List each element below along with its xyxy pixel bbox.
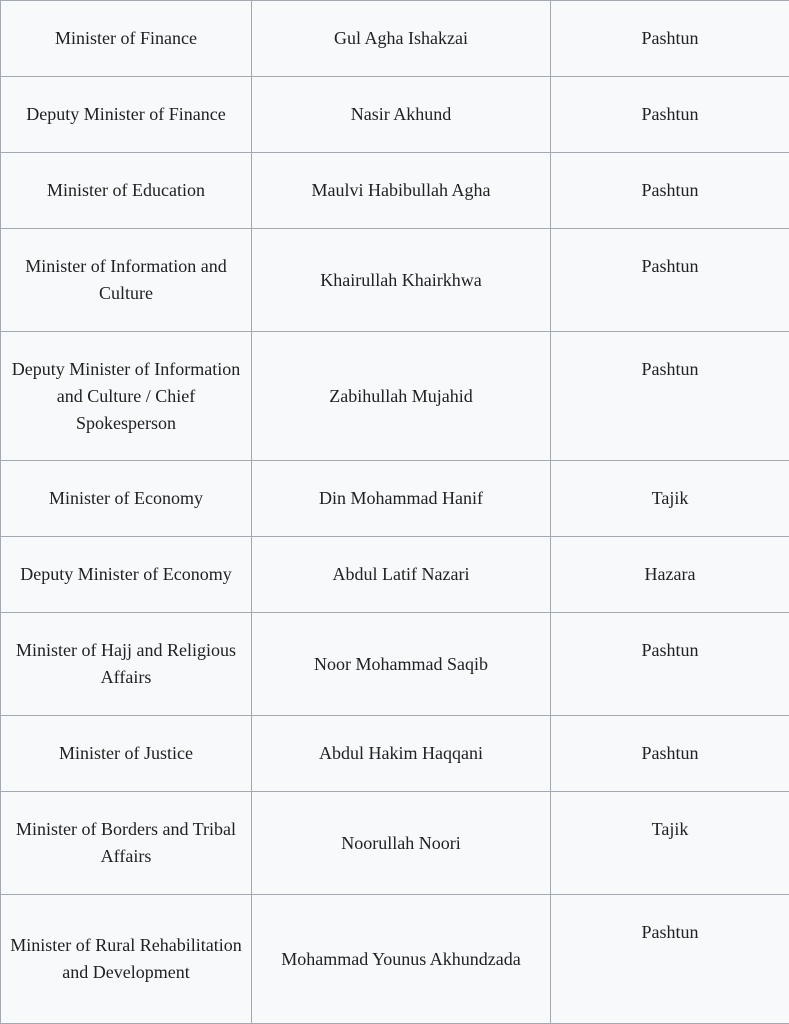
name-cell: Noor Mohammad Saqib (252, 613, 551, 716)
name-cell: Abdul Hakim Haqqani (252, 716, 551, 792)
table-row (1, 613, 789, 716)
ethnicity-cell: Pashtun (551, 229, 789, 332)
name-cell: Zabihullah Mujahid (252, 332, 551, 461)
name-cell: Noorullah Noori (252, 792, 551, 895)
table-row (1, 792, 789, 895)
position-cell: Deputy Minister of Information and Culture / Chief Spokesperson (1, 332, 252, 461)
position-cell: Minister of Education (1, 153, 252, 229)
ethnicity-cell: Pashtun (551, 332, 789, 461)
position-cell: Minister of Justice (1, 716, 252, 792)
name-cell: Gul Agha Ishakzai (252, 1, 551, 77)
table-row (1, 77, 789, 153)
table-row (1, 461, 789, 537)
position-cell: Minister of Economy (1, 461, 252, 537)
table-row (1, 1, 789, 77)
ethnicity-cell: Pashtun (551, 153, 789, 229)
table-row (1, 716, 789, 792)
ethnicity-cell: Pashtun (551, 77, 789, 153)
ethnicity-cell: Pashtun (551, 613, 789, 716)
name-cell: Mohammad Younus Akhundzada (252, 895, 551, 1024)
ethnicity-cell: Pashtun (551, 895, 789, 1024)
ethnicity-cell: Hazara (551, 537, 789, 613)
name-cell: Din Mohammad Hanif (252, 461, 551, 537)
position-cell: Minister of Rural Rehabilitation and Development (1, 895, 252, 1024)
position-cell: Deputy Minister of Finance (1, 77, 252, 153)
ethnicity-cell: Pashtun (551, 716, 789, 792)
table-row (1, 229, 789, 332)
name-cell: Khairullah Khairkhwa (252, 229, 551, 332)
position-cell: Minister of Finance (1, 1, 252, 77)
table-row (1, 153, 789, 229)
position-cell: Deputy Minister of Economy (1, 537, 252, 613)
name-cell: Abdul Latif Nazari (252, 537, 551, 613)
position-cell: Minister of Information and Culture (1, 229, 252, 332)
name-cell: Nasir Akhund (252, 77, 551, 153)
ethnicity-cell: Tajik (551, 461, 789, 537)
position-cell: Minister of Hajj and Religious Affairs (1, 613, 252, 716)
table-row (1, 332, 789, 461)
name-cell: Maulvi Habibullah Agha (252, 153, 551, 229)
table-row (1, 537, 789, 613)
position-cell: Minister of Borders and Tribal Affairs (1, 792, 252, 895)
table-row (1, 895, 789, 1024)
ethnicity-cell: Tajik (551, 792, 789, 895)
ethnicity-cell: Pashtun (551, 1, 789, 77)
